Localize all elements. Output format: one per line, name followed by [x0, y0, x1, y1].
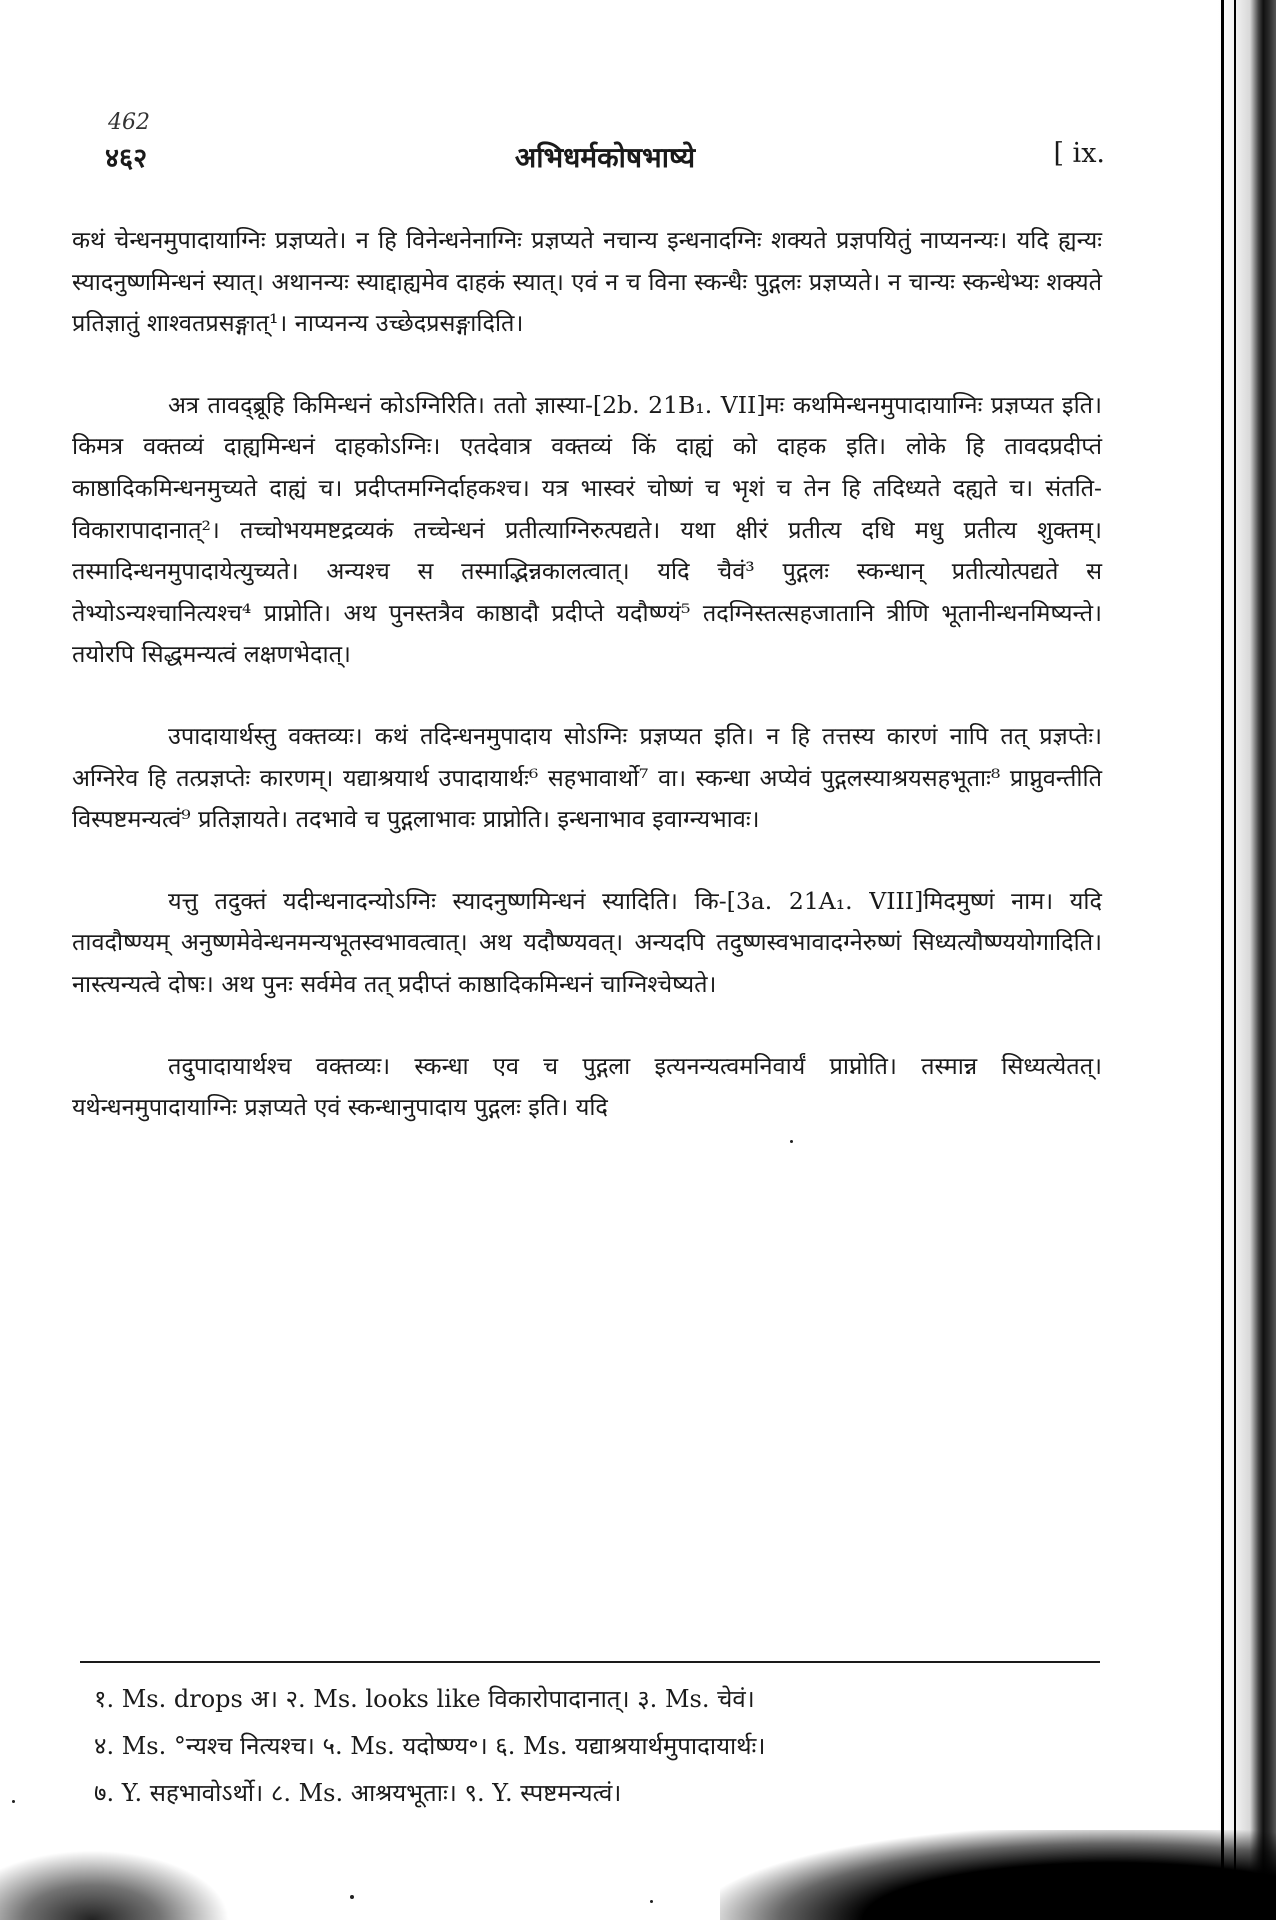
footnote-divider — [80, 1661, 1100, 1663]
paragraph: तदुपादायार्थश्च वक्तव्यः। स्कन्धा एव च पुद्गला इत्यनन्यत्वमनिवार्यं प्राप्नोति। तस्मान्न सिध्यत्येतत्। यथेन्धनमुपादायाग्निः प्रज्ञप्यते एवं स्कन्धानुपादाय पुद्गलः इति। यदि — [72, 1051, 1102, 1122]
paragraph: उपादायार्थस्तु वक्तव्यः। कथं तदिन्धनमुपादाय सोऽग्निः प्रज्ञप्यत इति। न हि तत्तस्य कारणं नापि तत् प्रज्ञप्तेः। अग्निरेव हि तत्प्रज्ञप्तेः कारणम्। यद्याश्रयार्थ उपादायार्थः⁶ सहभावार्थो⁷ वा। स्कन्धा अप्येवं पुद्गलस्याश्रयसहभूताः⁸ प्राप्नुवन्तीति विस्पष्टमन्यत्वं⁹ प्रतिज्ञायते। तदभावे च पुद्गलाभावः प्राप्नोति। इन्धनाभाव इवाग्न्यभावः। — [72, 721, 1102, 834]
binding-edge-line — [1221, 0, 1224, 1913]
main-text — [72, 220, 1102, 1169]
scan-shadow-bottom — [720, 1830, 1276, 1920]
footnotes — [94, 1676, 1104, 1817]
footnote-line: ७. Y. सहभावोऽर्थो। ८. Ms. आश्रयभूताः। ९. Y. स्पष्टमन्यत्वं। — [94, 1779, 622, 1807]
handwritten-page-note: 462 — [108, 110, 150, 135]
footnote-line: १. Ms. drops अ। २. Ms. looks like विकारोपादानात्। ३. Ms. चेवं। — [94, 1685, 755, 1713]
scan-speck — [12, 1800, 15, 1803]
chapter-marker: [ ix. — [1053, 138, 1105, 169]
scan-speck — [350, 1895, 354, 1899]
binding-edge-line — [1234, 0, 1236, 1913]
scan-shadow-left — [0, 1850, 230, 1920]
scan-speck — [790, 1140, 793, 1143]
page-number: ४६२ — [105, 143, 148, 174]
paragraph: अत्र तावद्ब्रूहि किमिन्धनं कोऽग्निरिति। ततो ज्ञास्या-[2b. 21B₁. VII]मः कथमिन्धनमुपादायाग्निः प्रज्ञप्यत इति। किमत्र वक्तव्यं दाह्यमिन्धनं दाहकोऽग्निः। एतदेवात्र वक्तव्यं किं दाह्यं को दाहक इति। लोके हि तावदप्रदीप्तं काष्ठादिकमिन्धनमुच्यते दाह्यं च। प्रदीप्तमग्निर्दाहकश्च। यत्र भास्वरं चोष्णं च भृशं च तेन हि तदिध्यते दह्यते च। संतति-विकारापादानात्²। तच्चोभयमष्टद्रव्यकं तच्चेन्धनं प्रतीत्याग्निरुत्पद्यते। यथा क्षीरं प्रतीत्य दधि मधु प्रतीत्य शुक्तम्। तस्मादिन्धनमुपादायेत्युच्यते। अन्यश्च स तस्माद्भिन्नकालत्वात्। यदि चैवं³ पुद्गलः स्कन्धान् प्रतीत्योत्पद्यते स तेभ्योऽन्यश्चानित्यश्च⁴ प्राप्नोति। अथ पुनस्तत्रैव काष्ठादौ प्रदीप्ते यदौष्ण्यं⁵ तदग्निस्तत्सहजातानि त्रीणि भूतानीन्धनमिष्यन्ते। तयोरपि सिद्धमन्यत्वं लक्षणभेदात्। — [72, 390, 1102, 669]
paragraph: यत्तु तदुक्तं यदीन्धनादन्योऽग्निः स्यादनुष्णमिन्धनं स्यादिति। कि-[3a. 21A₁. VIII]मिदमुष्णं नाम। यदि तावदौष्ण्यम् अनुष्णमेवेन्धनमन्यभूतस्वभावत्वात्। अथ यदौष्ण्यवत्। अन्यदपि तदुष्णस्वभावादग्नेरुष्णं सिध्यत्यौष्ण्ययोगादिति। नास्त्यन्यत्वे दोषः। अथ पुनः सर्वमेव तत् प्रदीप्तं काष्ठादिकमिन्धनं चाग्निश्चेष्यते। — [72, 886, 1102, 998]
scan-speck — [650, 1900, 653, 1903]
footnote-line: ४. Ms. °न्यश्च नित्यश्च। ५. Ms. यदोष्ण्य॰। ६. Ms. यद्याश्रयार्थमुपादायार्थः। — [94, 1732, 766, 1760]
paragraph: कथं चेन्धनमुपादायाग्निः प्रज्ञप्यते। न हि विनेन्धनेनाग्निः प्रज्ञप्यते नचान्य इन्धनादग्निः शक्यते प्रज्ञपयितुं नाप्यनन्यः। यदि ह्यन्यः स्यादनुष्णमिन्धनं स्यात्। अथानन्यः स्याद्दाह्यमेव दाहकं स्यात्। एवं न च विना स्कन्धैः पुद्गलः प्रज्ञप्यते। न चान्यः स्कन्धेभ्यः शक्यते प्रतिज्ञातुं शाश्वतप्रसङ्गात्¹। नाप्यनन्य उच्छेदप्रसङ्गादिति। — [72, 226, 1102, 338]
book-binding-shadow — [1218, 0, 1276, 1913]
running-title: अभिधर्मकोषभाष्ये — [514, 141, 696, 174]
running-header — [105, 138, 1105, 178]
